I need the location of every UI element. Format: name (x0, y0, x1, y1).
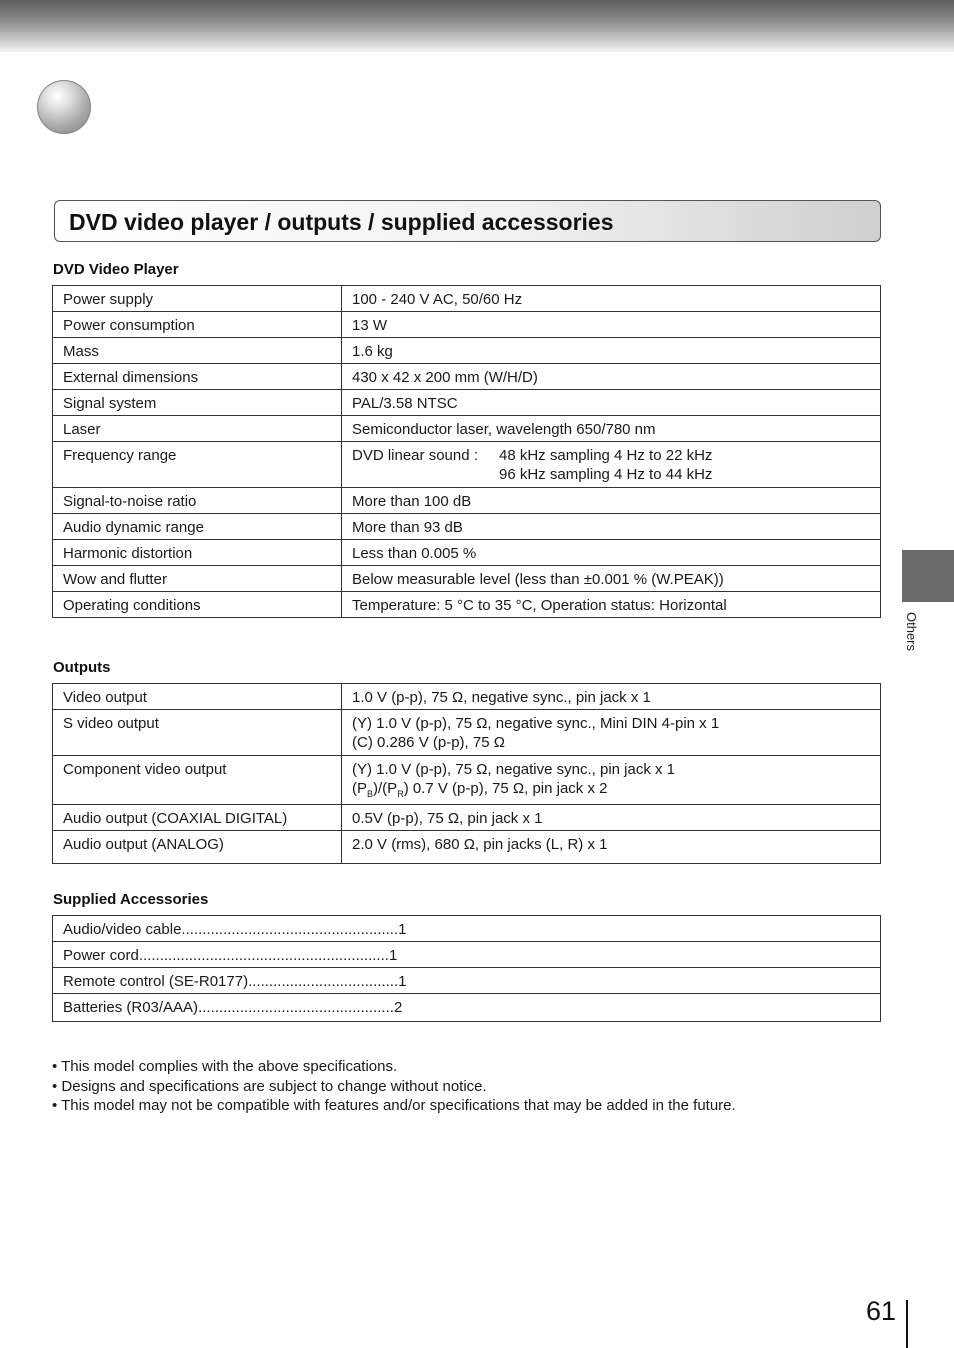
dvd-player-heading: DVD Video Player (53, 261, 179, 278)
table-row (53, 364, 881, 390)
frequency-range-values (352, 446, 870, 484)
accessory-quantity: 2 (393, 999, 403, 1016)
table-row (53, 514, 881, 540)
leader-dots: ............................................... (198, 999, 394, 1016)
spec-label: Audio dynamic range (53, 514, 342, 540)
table-row (53, 312, 881, 338)
spec-value: PAL/3.58 NTSC (342, 390, 881, 416)
table-row (53, 416, 881, 442)
leader-dots: ............................................................ (138, 947, 389, 964)
section-bullet-icon (37, 80, 91, 134)
pr-subscript: R (397, 789, 404, 799)
page-number-rule (906, 1300, 908, 1348)
spec-label: Wow and flutter (53, 566, 342, 592)
leader-dots: .................................................... (181, 921, 399, 938)
spec-label: Signal system (53, 390, 342, 416)
spec-label: S video output (53, 710, 342, 756)
spec-value: Semiconductor laser, wavelength 650/780 nm (342, 416, 881, 442)
component-line-y: (Y) 1.0 V (p-p), 75 Ω, negative sync., pin jack x 1 (352, 761, 676, 778)
table-row (53, 338, 881, 364)
s-video-line-c: (C) 0.286 V (p-p), 75 Ω (352, 734, 505, 751)
spec-value (342, 756, 881, 805)
pbpr-part: )/(P (373, 780, 398, 797)
table-row (53, 592, 881, 618)
leader-dots: .................................... (248, 973, 399, 990)
table-row (53, 968, 881, 994)
pbpr-part: ) 0.7 V (p-p), 75 Ω, pin jack x 2 (403, 780, 608, 797)
spec-value (342, 710, 881, 756)
accessory-quantity: 1 (398, 973, 407, 990)
notes-list (52, 1057, 736, 1116)
frequency-spacer (352, 465, 499, 484)
spec-value: Below measurable level (less than ±0.001 % (W.PEAK)) (342, 566, 881, 592)
outputs-spec-table (52, 683, 881, 864)
accessories-table (52, 915, 881, 1022)
spec-value: 430 x 42 x 200 mm (W/H/D) (342, 364, 881, 390)
spec-value: 2.0 V (rms), 680 Ω, pin jacks (L, R) x 1 (342, 831, 881, 864)
accessories-heading: Supplied Accessories (53, 891, 209, 908)
header-band (0, 0, 954, 52)
spec-value (342, 442, 881, 488)
side-tab-label: Others (904, 612, 919, 652)
outputs-heading: Outputs (53, 659, 111, 676)
frequency-line-96k: 96 kHz sampling 4 Hz to 44 kHz (499, 466, 713, 483)
spec-label: Audio output (COAXIAL DIGITAL) (53, 805, 342, 831)
table-row (53, 831, 881, 864)
page-number: 61 (866, 1296, 897, 1326)
spec-label: Harmonic distortion (53, 540, 342, 566)
s-video-line-y: (Y) 1.0 V (p-p), 75 Ω, negative sync., Mini DIN 4-pin x 1 (352, 715, 720, 732)
table-row (53, 916, 881, 942)
spec-label: Mass (53, 338, 342, 364)
section-title-box (54, 200, 881, 242)
table-row (53, 942, 881, 968)
accessory-name: Remote control (SE-R0177) (63, 973, 249, 990)
accessory-quantity: 1 (388, 947, 398, 964)
spec-value: More than 93 dB (342, 514, 881, 540)
table-row (53, 710, 881, 756)
section-title: DVD video player / outputs / supplied accessories (69, 209, 614, 235)
table-row (53, 488, 881, 514)
accessory-name: Batteries (R03/AAA) (63, 999, 199, 1016)
accessory-name: Audio/video cable (63, 921, 182, 938)
note-item: • This model may not be compatible with features and/or specifications that may be added in the future. (52, 1097, 736, 1114)
table-row (53, 805, 881, 831)
component-line-pbpr (352, 779, 870, 804)
spec-value: 100 - 240 V AC, 50/60 Hz (342, 286, 881, 312)
accessory-item (53, 968, 881, 994)
table-row (53, 756, 881, 805)
spec-label: Video output (53, 684, 342, 710)
table-row (53, 286, 881, 312)
table-row (53, 390, 881, 416)
note-item: • This model complies with the above specifications. (52, 1058, 398, 1075)
accessory-name: Power cord (63, 947, 139, 964)
spec-label: Audio output (ANALOG) (53, 831, 342, 864)
table-row (53, 540, 881, 566)
table-row (53, 684, 881, 710)
accessory-item (53, 994, 881, 1022)
spec-value: 1.6 kg (342, 338, 881, 364)
accessory-item (53, 916, 881, 942)
spec-label: Power consumption (53, 312, 342, 338)
spec-value: Less than 0.005 % (342, 540, 881, 566)
pbpr-part: (P (352, 780, 367, 797)
spec-label: Laser (53, 416, 342, 442)
accessory-quantity: 1 (398, 921, 407, 938)
spec-label: Power supply (53, 286, 342, 312)
spec-value: More than 100 dB (342, 488, 881, 514)
spec-label: External dimensions (53, 364, 342, 390)
spec-label: Frequency range (53, 442, 342, 488)
pb-subscript: B (367, 789, 374, 799)
spec-value: 13 W (342, 312, 881, 338)
table-row (53, 994, 881, 1022)
frequency-line-48k: 48 kHz sampling 4 Hz to 22 kHz (499, 447, 713, 464)
frequency-prefix: DVD linear sound : (352, 447, 478, 464)
note-item: • Designs and specifications are subject to change without notice. (52, 1077, 487, 1095)
spec-value: 1.0 V (p-p), 75 Ω, negative sync., pin jack x 1 (342, 684, 881, 710)
spec-label: Operating conditions (53, 592, 342, 618)
spec-value: 0.5V (p-p), 75 Ω, pin jack x 1 (342, 805, 881, 831)
side-tab-marker (902, 550, 954, 602)
spec-label: Signal-to-noise ratio (53, 488, 342, 514)
table-row (53, 442, 881, 488)
spec-label: Component video output (53, 756, 342, 805)
spec-value: Temperature: 5 °C to 35 °C, Operation status: Horizontal (342, 592, 881, 618)
accessory-item (53, 942, 881, 968)
dvd-player-spec-table (52, 285, 881, 618)
table-row (53, 566, 881, 592)
